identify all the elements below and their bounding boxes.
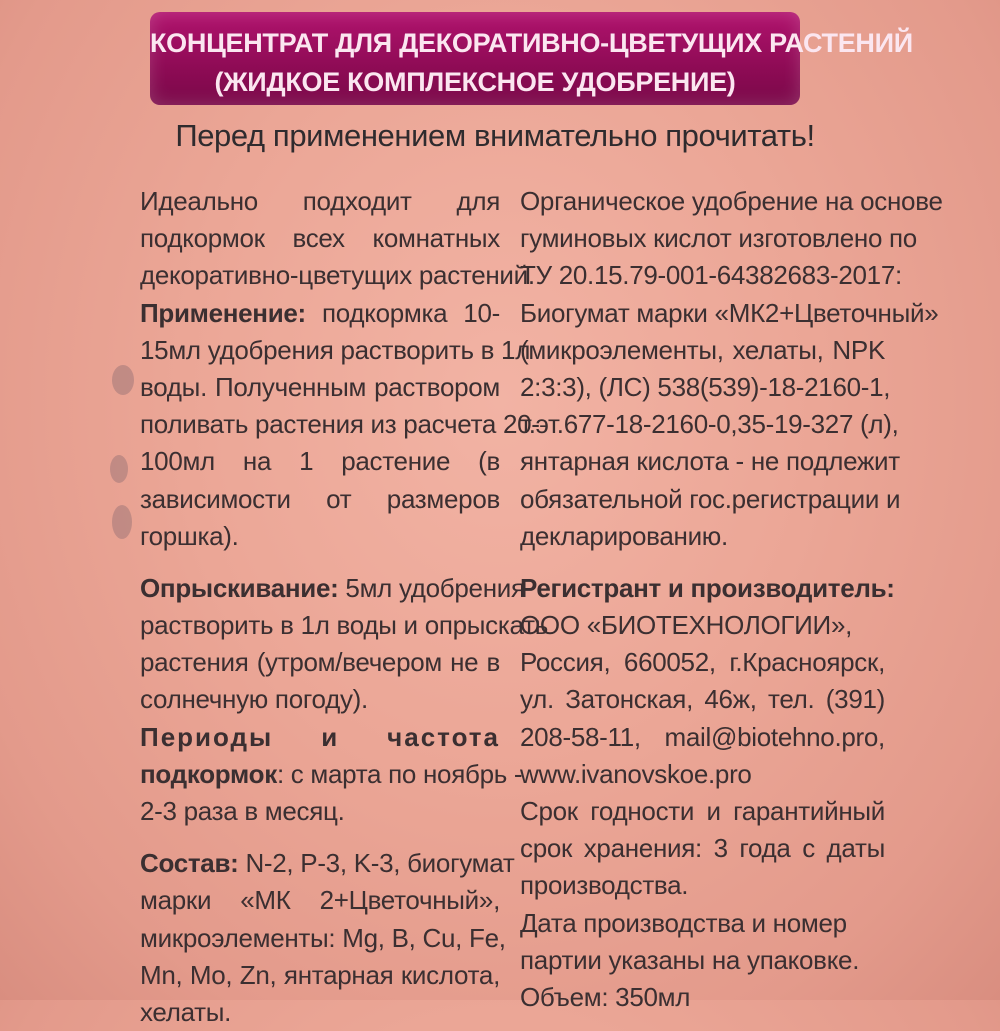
organic-line: обязательной гос.регистрации и (520, 483, 901, 514)
application-first-line (140, 295, 500, 332)
registrant-label: Регистрант и производитель: (520, 572, 895, 603)
registrant-line: ул. Затонская, 46ж, тел. (391) (520, 684, 885, 715)
periods-label-2: подкормок (140, 758, 277, 789)
intro-line: подкормок всех комнатных (140, 223, 500, 254)
organic-line: ТУ 20.15.79-001-64382683-2017: (520, 260, 902, 291)
periods-text: : с марта по ноябрь - (276, 758, 523, 789)
application-label: Применение: (140, 297, 306, 328)
organic-line: 2:3:3), (ЛС) 538(539)-18-2160-1, (520, 371, 891, 402)
composition-line: марки «МК 2+Цветочный», (140, 885, 500, 916)
periods-first-line (140, 756, 523, 793)
spraying-label: Опрыскивание: (140, 572, 339, 603)
right-column (520, 183, 943, 1016)
organic-line: гуминовых кислот изготовлено по (520, 223, 917, 254)
petal-decoration (110, 455, 128, 483)
organic-line: янтарная кислота - не подлежит (520, 446, 900, 477)
batch-line: Дата производства и номер (520, 907, 847, 938)
left-column (140, 183, 548, 1031)
registrant-line: Россия, 660052, г.Красноярск, (520, 647, 885, 678)
application-text: подкормка 10- (305, 297, 500, 328)
application-line: горшка). (140, 520, 239, 551)
website-link: www.ivanovskoe.pro (520, 758, 752, 789)
volume-text: Объем: 350мл (520, 981, 691, 1012)
composition-text: N-2, P-3, K-3, биогумат (238, 848, 515, 879)
shelf-life-line: срок хранения: 3 года с даты (520, 833, 885, 864)
spraying-line: растворить в 1л воды и опрыскать (140, 610, 548, 641)
intro-line: декоративно-цветущих растений. (140, 260, 535, 291)
application-line: воды. Полученным раствором (140, 371, 500, 402)
organic-line: т.эт.677-18-2160-0,35-19-327 (л), (520, 409, 899, 440)
organic-line: Органическое удобрение на основе (520, 186, 943, 216)
intro-line: Идеально подходит для (140, 186, 500, 216)
composition-line: микроэлементы: Mg, B, Cu, Fe, (140, 922, 506, 953)
shelf-life-line: производства. (520, 870, 689, 901)
spraying-text: 5мл удобрения (338, 572, 525, 603)
banner-subtitle-line: (ЖИДКОЕ КОМПЛЕКСНОЕ УДОБРЕНИЕ) (214, 67, 736, 97)
application-line: зависимости от размеров (140, 483, 500, 514)
title-banner (150, 12, 913, 105)
composition-first-line (140, 845, 515, 882)
banner-title-line: КОНЦЕНТРАТ ДЛЯ ДЕКОРАТИВНО-ЦВЕТУЩИХ РАСТЕНИЙ (150, 28, 913, 58)
petal-decoration (112, 365, 134, 395)
application-line: 15мл удобрения растворить в 1л (140, 334, 531, 365)
warning-text: Перед применением внимательно прочитать! (175, 118, 815, 153)
periods-line: 2-3 раза в месяц. (140, 796, 345, 826)
composition-line: Mn, Mo, Zn, янтарная кислота, (140, 959, 500, 990)
organic-line: Биогумат марки «МК2+Цветочный» (520, 297, 939, 328)
organic-line: декларированию. (520, 520, 728, 551)
application-line: поливать растения из расчета 20- (140, 409, 540, 440)
organic-line: (микроэлементы, хелаты, NPK (520, 334, 885, 365)
batch-line: партии указаны на упаковке. (520, 944, 860, 975)
petal-decoration (112, 505, 132, 539)
registrant-line: ООО «БИОТЕХНОЛОГИИ», (520, 610, 853, 641)
spraying-first-line (140, 570, 525, 607)
application-line: 100мл на 1 растение (в (140, 446, 500, 477)
shelf-life-line: Срок годности и гарантийный (520, 796, 885, 826)
periods-label: Периоды и частота (140, 721, 500, 752)
spraying-line: солнечную погоду). (140, 684, 368, 715)
composition-label: Состав: (140, 848, 239, 879)
registrant-line: 208-58-11, mail@biotehno.pro, (520, 721, 885, 752)
composition-line: хелаты. (140, 996, 232, 1027)
spraying-line: растения (утром/вечером не в (140, 647, 500, 678)
